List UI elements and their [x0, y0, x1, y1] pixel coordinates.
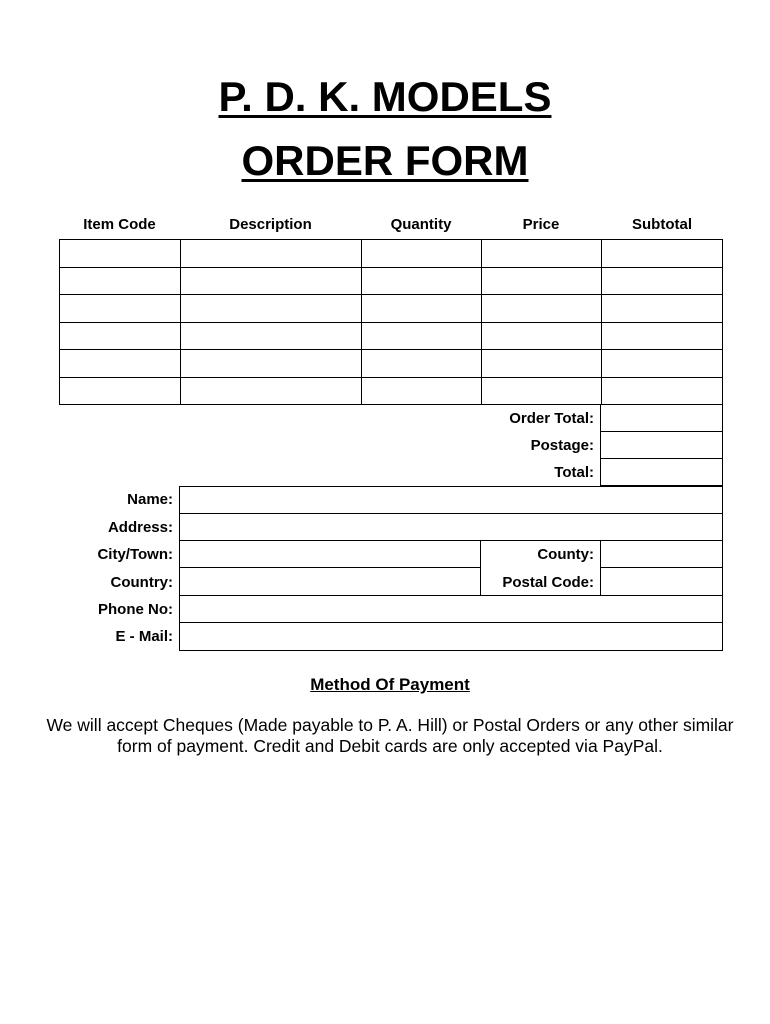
form-title: P. D. K. MODELS — [218, 73, 552, 120]
country-field[interactable] — [179, 567, 481, 596]
description-cell[interactable] — [180, 349, 362, 378]
price-cell[interactable] — [481, 294, 602, 323]
email-field[interactable] — [179, 622, 723, 651]
city-label: City/Town: — [97, 546, 173, 563]
quantity-cell[interactable] — [361, 267, 482, 296]
subtotal-cell[interactable] — [601, 239, 723, 268]
column-header-description: Description — [229, 216, 312, 233]
description-cell[interactable] — [180, 267, 362, 296]
name-field[interactable] — [179, 486, 723, 514]
column-header-subtotal: Subtotal — [632, 216, 692, 233]
payment-heading: Method Of Payment — [310, 675, 470, 694]
subtotal-cell[interactable] — [601, 267, 723, 296]
item-code-cell[interactable] — [59, 377, 181, 406]
address-label: Address: — [107, 519, 173, 536]
quantity-cell[interactable] — [361, 294, 482, 323]
description-cell[interactable] — [180, 239, 362, 268]
price-cell[interactable] — [481, 267, 602, 296]
form-subtitle: ORDER FORM — [241, 137, 529, 184]
price-cell[interactable] — [481, 239, 602, 268]
quantity-cell[interactable] — [361, 239, 482, 268]
country-label: Country: — [110, 574, 173, 591]
description-cell[interactable] — [180, 294, 362, 323]
postage-label: Postage: — [530, 437, 594, 454]
subtotal-cell[interactable] — [601, 294, 723, 323]
county-field[interactable] — [600, 540, 723, 568]
address-field[interactable] — [179, 513, 723, 541]
price-cell[interactable] — [481, 377, 602, 406]
quantity-cell[interactable] — [361, 349, 482, 378]
column-header-item-code: Item Code — [83, 216, 156, 233]
postal-code-field[interactable] — [600, 567, 723, 596]
price-cell[interactable] — [481, 349, 602, 378]
subtotal-cell[interactable] — [601, 322, 723, 351]
description-cell[interactable] — [180, 322, 362, 351]
item-code-cell[interactable] — [59, 349, 181, 378]
order-total-label: Order Total: — [509, 410, 594, 427]
item-code-cell[interactable] — [59, 239, 181, 268]
item-code-cell[interactable] — [59, 294, 181, 323]
quantity-cell[interactable] — [361, 377, 482, 406]
total-label: Total: — [554, 464, 594, 481]
item-code-cell[interactable] — [59, 322, 181, 351]
phone-label: Phone No: — [98, 601, 173, 618]
item-code-cell[interactable] — [59, 267, 181, 296]
subtotal-cell[interactable] — [601, 349, 723, 378]
city-field[interactable] — [179, 540, 481, 568]
name-label: Name: — [127, 491, 173, 508]
column-header-quantity: Quantity — [390, 216, 452, 233]
price-cell[interactable] — [481, 322, 602, 351]
total-field[interactable] — [600, 458, 723, 486]
description-cell[interactable] — [180, 377, 362, 406]
phone-field[interactable] — [179, 595, 723, 623]
order-total-field[interactable] — [600, 404, 723, 432]
county-label: County: — [537, 546, 594, 563]
postage-field[interactable] — [600, 431, 723, 459]
postal-code-label: Postal Code: — [502, 574, 594, 591]
payment-text: We will accept Cheques (Made payable to P. A. Hill) or Postal Orders or any other similar form of payment. Credit and Debit cards are only accepted via PayPal. — [46, 715, 734, 756]
subtotal-cell[interactable] — [601, 377, 723, 406]
quantity-cell[interactable] — [361, 322, 482, 351]
column-header-price: Price — [522, 216, 560, 233]
email-label: E - Mail: — [115, 628, 173, 645]
